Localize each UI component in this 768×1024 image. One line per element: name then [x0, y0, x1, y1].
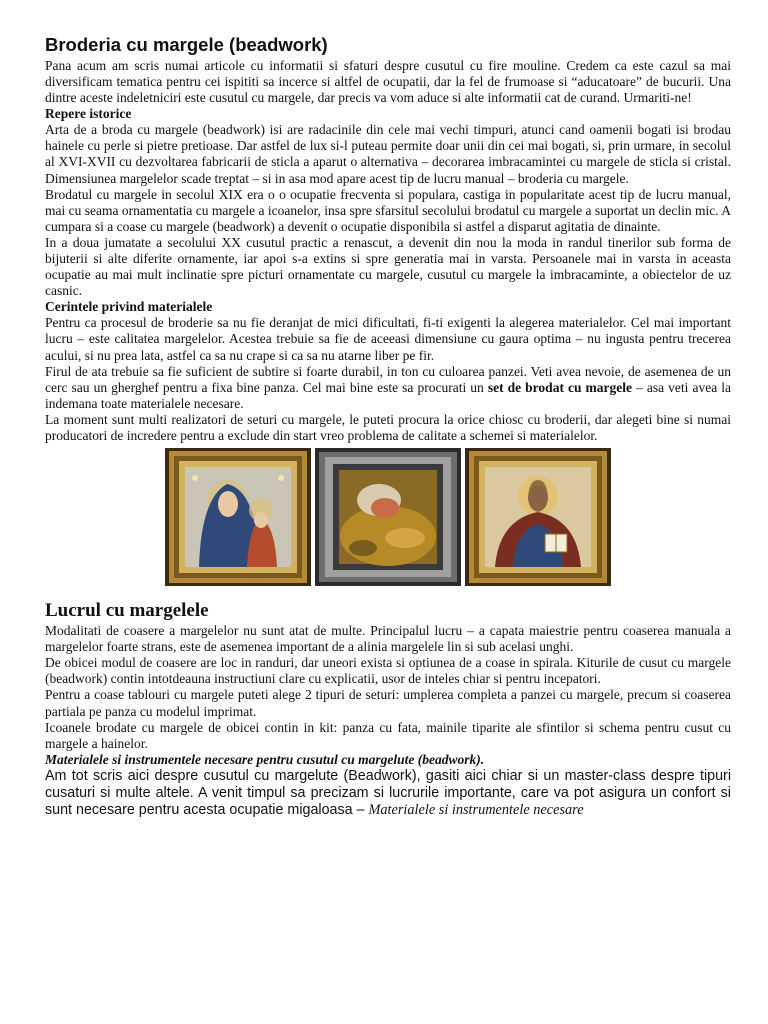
history-paragraph-2: Brodatul cu margele in secolul XIX era o o ocupatie frecventa si populara, castiga in popularitate acest tip de lucru manual, mai cu seama ornamentatia cu margele a icoanelor, insa spre sfarsitul secolului brodatul cu margele a suportat un declin mic. A cumpara si a coase cu margele (beadwork) a devenit o ocupatie disponibila si astfel a disparut agitatia de dinainte.: [45, 186, 731, 234]
history-paragraph-3: In a doua jumatate a secolului XX cusutul practic a renascut, a devenit din nou la moda in randul tinerilor sub forma de bijuterii si alte diferite ornamente, iar apoi s-a extins si spre generatia mai in varsta. Persoanele mai in varsta in aceasta ocupatie au mai mult inclinatie spre picturi ornamentate cu margele, cusutul cu margele la imbracaminte, a obiectelor de uz casnic.: [45, 234, 731, 299]
bead-set-link-text: set de brodat cu margele: [487, 379, 633, 395]
tools-text: Am tot scris aici despre cusutul cu margelute (Beadwork), gasiti aici chiar si un master-class despre tipuri cusaturi si multe altele. A venit timpul sa precizam si lucrurile importante, care va pot asigura un confort si sunt necesare pentru acesta ocupatie migaloasa –: [45, 767, 731, 818]
intro-paragraph: Pana acum am scris numai articole cu informatii si sfaturi despre cusutul cu fire mouline. Credem ca este cazul sa mai diversificam tematica pentru cei ispititi sa incerce si altfel de ocupatii, dar la fel de frumoase si “aducatoare” de bucurii. Una dintre aceste indeletniciri este cusutul cu margele, dar precis va vom aduce si alte informatii cat de curand. Urmariti-ne!: [45, 58, 731, 106]
section-2-title: Lucrul cu margelele: [45, 600, 209, 622]
beaded-painting-image: [315, 448, 461, 586]
tools-link-text: Materialele si instrumentele necesare: [368, 801, 584, 818]
materials-paragraph-2: [45, 364, 731, 412]
work-paragraph-2: De obicei modul de coasere are loc in randuri, dar uneori exista si optiunea de a coase in spirala. Kiturile de cusut cu margele (beadwork) contin intotdeauna instructiuni clare cu explicatii, usor de inteles chiar si pentru incepatori.: [45, 655, 731, 687]
materials-paragraph-1: Pentru ca procesul de broderie sa nu fie deranjat de mici dificultati, fi-ti exigenti la alegerea materialelor. Cel mai important lucru – este calitatea margelelor. Acestea trebuie sa fie de aceeasi dimensiune cu gaura optima – nu ingusta pentru trecerea acului, si nu prea lata, astfel ca sa nu crape si ca sa nu atarne liber pe fir.: [45, 315, 731, 363]
work-paragraph-1: Modalitati de coasere a margelelor nu sunt atat de multe. Principalul lucru – a capata maiestrie pentru coaserea manuala a margelelor foarte strans, este de asemenea important de a alinia margelele lin si sub acelasi unghi.: [45, 623, 731, 655]
work-paragraph-4: Icoanele brodate cu margele de obicei contin in kit: panza cu fata, mainile tiparite ale sfintilor si schema pentru cusut cu margele a hainelor.: [45, 719, 731, 751]
history-paragraph-1: Arta de a broda cu margele (beadwork) isi are radacinile din cele mai vechi timpuri, atunci cand oamenii bogati isi brodau hainele cu perle si pietre pretioase. Dar astfel de lux si-l puteau permite doar unii din cei mai bogati, si, prin urmare, in secolul al XVI-XVII cu dezvoltarea fabricarii de sticla a aparut o alternativa – decorarea imbracamintei cu margele de sticla si cristal. Dimensiunea margelelor scade treptat – si in asa mod apare acest tip de lucru manual – broderia cu margele.: [45, 122, 731, 186]
work-paragraph-3: Pentru a coase tablouri cu margele puteti alege 2 tipuri de seturi: umplerea completa a panzei cu margele, precum si coaserea partiala pe panza cu modelul imprimat.: [45, 687, 731, 719]
history-heading: Repere istorice: [45, 106, 132, 122]
materials-heading: Cerintele privind materialele: [45, 299, 213, 315]
article-title: Broderia cu margele (beadwork): [45, 34, 328, 55]
image-gallery: [45, 448, 731, 586]
materials-text-a: Firul de ata trebuie sa fie suficient de subtire si foarte durabil, in ton cu culoarea panzei. Veti avea nevoie, de asemenea de un cerc sau un gherghef pentru a fixa bine panza. Cel mai bine este sa procurati un: [45, 363, 731, 395]
document-page: [45, 34, 731, 819]
materials-paragraph-3: La moment sunt multi realizatori de seturi cu margele, le puteti procura la orice chiosc cu broderii, dar alegeti bine si numai producatori de incredere pentru a exclude din start vreo problema de calitate a schemei si materialelor.: [45, 411, 731, 443]
icon-christ-image: [465, 448, 611, 586]
materials-text-b: – asa veti avea la indemana toate materialele necesare.: [45, 379, 731, 411]
icon-virgin-mary-image: [165, 448, 311, 586]
tools-heading: Materialele si instrumentele necesare pentru cusutul cu margelute (beadwork).: [45, 751, 485, 767]
tools-paragraph: [45, 768, 731, 819]
